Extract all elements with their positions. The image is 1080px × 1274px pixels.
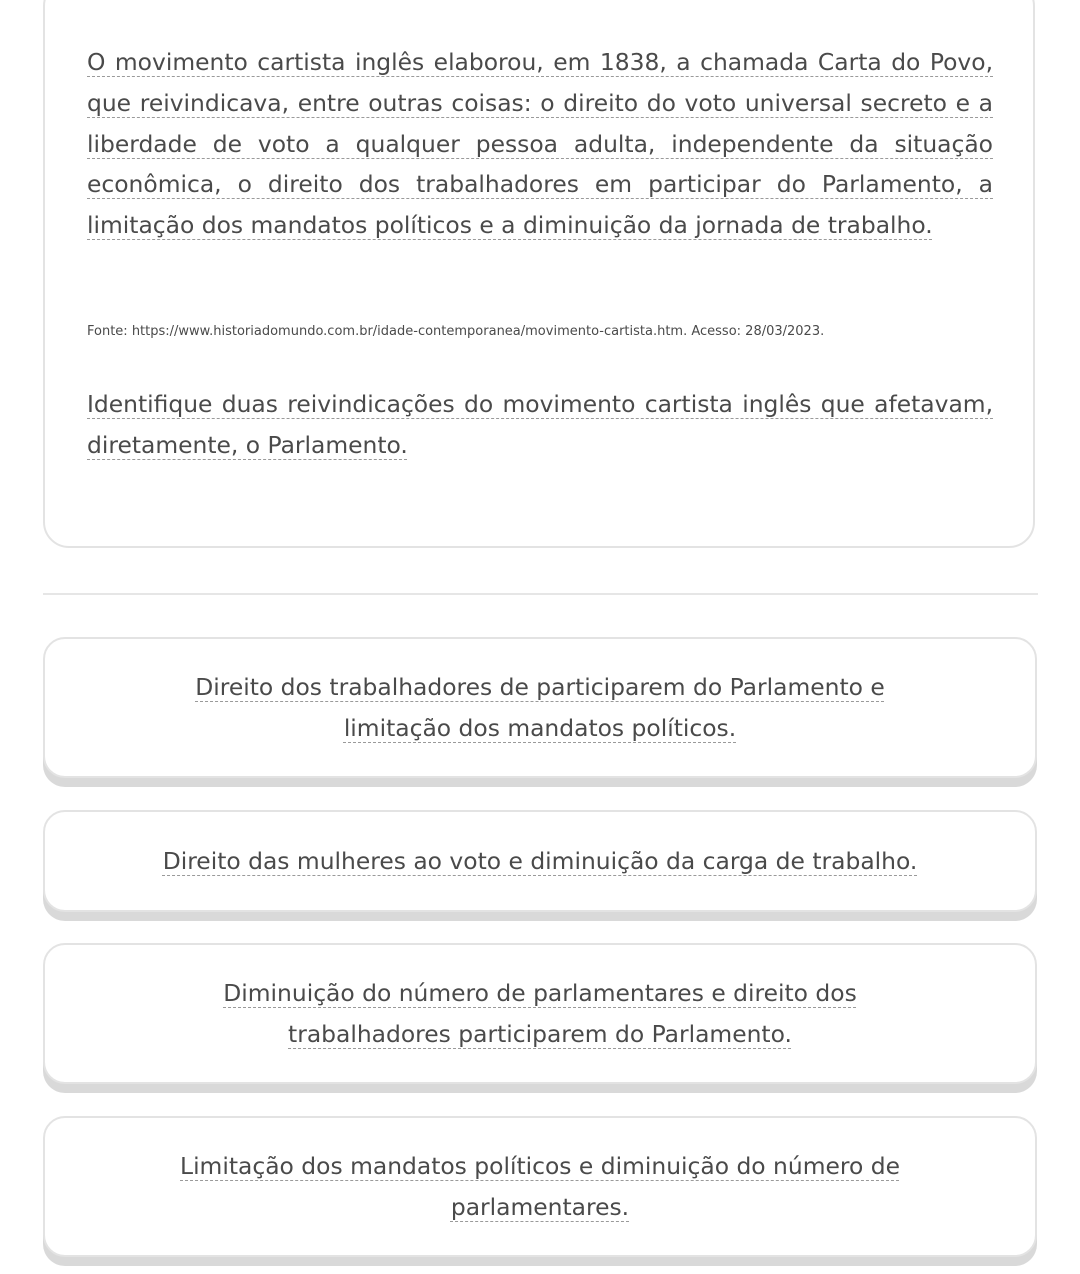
answer-option-3-label bbox=[180, 973, 900, 1055]
answer-option-2-label bbox=[163, 841, 918, 882]
answer-option-1[interactable] bbox=[43, 637, 1037, 778]
answer-option-1-text: Direito dos trabalhadores de participarem do Parlamento e limitação dos mandatos políticos. bbox=[195, 672, 885, 742]
question-passage-text: O movimento cartista inglês elaborou, em 1838, a chamada Carta do Povo, que reivindicava, entre outras coisas: o direito do voto universal secreto e a liberdade de voto a qualquer pessoa adulta, independente da situação econômica, o direito dos trabalhadores em participar do Parlamento, a limitação dos mandatos políticos e a diminuição da jornada de trabalho. bbox=[87, 48, 993, 240]
answer-option-4[interactable] bbox=[43, 1116, 1037, 1257]
divider bbox=[43, 593, 1038, 595]
answer-option-2[interactable] bbox=[43, 810, 1037, 912]
answer-option-4-text: Limitação dos mandatos políticos e diminuição do número de parlamentares. bbox=[180, 1151, 900, 1221]
answer-option-1-label bbox=[140, 667, 940, 749]
question-source: Fonte: https://www.historiadomundo.com.br/idade-contemporanea/movimento-cartista.htm. Acesso: 28/03/2023. bbox=[87, 324, 825, 339]
answer-option-4-label bbox=[130, 1146, 950, 1228]
question-prompt-text: Identifique duas reivindicações do movimento cartista inglês que afetavam, diretamente, o Parlamento. bbox=[87, 390, 993, 459]
question-prompt bbox=[87, 384, 993, 466]
question-passage bbox=[87, 42, 993, 246]
answer-option-2-text: Direito das mulheres ao voto e diminuição da carga de trabalho. bbox=[162, 846, 918, 875]
answer-option-3[interactable] bbox=[43, 943, 1037, 1084]
answer-option-3-text: Diminuição do número de parlamentares e direito dos trabalhadores participarem do Parlamento. bbox=[223, 978, 857, 1048]
